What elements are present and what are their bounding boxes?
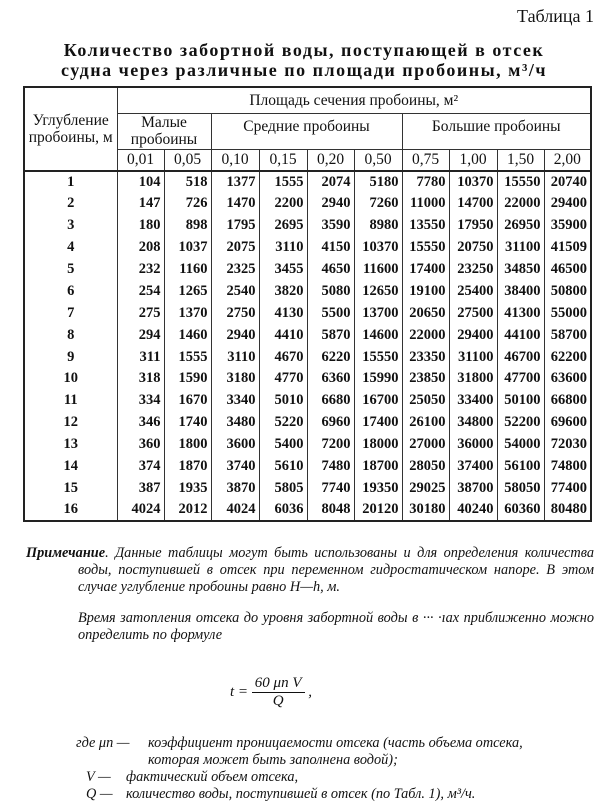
- table-row: [24, 346, 591, 368]
- inflow-cell: 898: [164, 215, 211, 237]
- inflow-cell: 1935: [164, 477, 211, 499]
- inflow-cell: 180: [117, 215, 164, 237]
- inflow-cell: 31100: [449, 346, 497, 368]
- area-value-header: 0,10: [211, 149, 259, 171]
- inflow-cell: 208: [117, 237, 164, 259]
- inflow-cell: 1800: [164, 434, 211, 456]
- inflow-cell: 1670: [164, 390, 211, 412]
- inflow-cell: 62200: [544, 346, 591, 368]
- area-value-header: 0,01: [117, 149, 164, 171]
- depth-cell: 14: [24, 456, 117, 478]
- inflow-cell: 374: [117, 456, 164, 478]
- inflow-cell: 15550: [497, 171, 544, 193]
- inflow-cell: 5400: [259, 434, 307, 456]
- inflow-cell: 77400: [544, 477, 591, 499]
- inflow-cell: 25400: [449, 280, 497, 302]
- inflow-cell: 10370: [354, 237, 402, 259]
- depth-cell: 8: [24, 324, 117, 346]
- inflow-cell: 387: [117, 477, 164, 499]
- inflow-cell: 2940: [211, 324, 259, 346]
- inflow-cell: 1555: [164, 346, 211, 368]
- inflow-cell: 20740: [544, 171, 591, 193]
- inflow-cell: 2750: [211, 302, 259, 324]
- depth-cell: 2: [24, 193, 117, 215]
- formula-fraction: [252, 675, 305, 710]
- inflow-cell: 20650: [402, 302, 449, 324]
- area-value-header: 0,50: [354, 149, 402, 171]
- inflow-cell: 14700: [449, 193, 497, 215]
- inflow-cell: 147: [117, 193, 164, 215]
- inflow-cell: 5220: [259, 412, 307, 434]
- inflow-cell: 1470: [211, 193, 259, 215]
- inflow-cell: 13700: [354, 302, 402, 324]
- inflow-cell: 4150: [307, 237, 354, 259]
- formula-numerator: 60 μn V: [252, 675, 305, 693]
- inflow-cell: 15990: [354, 368, 402, 390]
- inflow-cell: 1870: [164, 456, 211, 478]
- inflow-cell: 1740: [164, 412, 211, 434]
- table-row: [24, 477, 591, 499]
- inflow-cell: 2695: [259, 215, 307, 237]
- definition-text: которая может быть заполнена водой);: [148, 752, 398, 768]
- inflow-cell: 7480: [307, 456, 354, 478]
- depth-cell: 10: [24, 368, 117, 390]
- inflow-cell: 275: [117, 302, 164, 324]
- depth-cell: 11: [24, 390, 117, 412]
- depth-cell: 12: [24, 412, 117, 434]
- inflow-cell: 38700: [449, 477, 497, 499]
- inflow-cell: 5870: [307, 324, 354, 346]
- inflow-cell: 60360: [497, 499, 544, 521]
- inflow-cell: 2200: [259, 193, 307, 215]
- table-row: [24, 215, 591, 237]
- inflow-cell: 18700: [354, 456, 402, 478]
- inflow-cell: 20750: [449, 237, 497, 259]
- inflow-cell: 55000: [544, 302, 591, 324]
- formula: [230, 675, 312, 710]
- formula-tail: ,: [308, 683, 312, 700]
- inflow-cell: 29400: [544, 193, 591, 215]
- table-row: [24, 434, 591, 456]
- definition-symbol: где μn —: [76, 735, 130, 751]
- depth-cell: 13: [24, 434, 117, 456]
- inflow-cell: 4670: [259, 346, 307, 368]
- inflow-cell: 2325: [211, 259, 259, 281]
- inflow-cell: 104: [117, 171, 164, 193]
- formula-denominator: Q: [272, 693, 284, 709]
- inflow-cell: 1265: [164, 280, 211, 302]
- inflow-cell: 3820: [259, 280, 307, 302]
- inflow-cell: 47700: [497, 368, 544, 390]
- inflow-cell: 5180: [354, 171, 402, 193]
- inflow-cell: 1370: [164, 302, 211, 324]
- formula-lhs: t =: [230, 683, 249, 700]
- inflow-cell: 8048: [307, 499, 354, 521]
- inflow-cell: 15550: [354, 346, 402, 368]
- inflow-cell: 346: [117, 412, 164, 434]
- inflow-cell: 311: [117, 346, 164, 368]
- note-label: Примечание: [26, 545, 106, 561]
- inflow-cell: 2940: [307, 193, 354, 215]
- inflow-cell: 3455: [259, 259, 307, 281]
- definition-symbol: V —: [86, 769, 111, 785]
- inflow-cell: 2540: [211, 280, 259, 302]
- definition-text: коэффициент проницаемости отсека (часть объема отсека,: [148, 735, 523, 751]
- inflow-cell: 3480: [211, 412, 259, 434]
- inflow-cell: 26950: [497, 215, 544, 237]
- inflow-cell: 23350: [402, 346, 449, 368]
- table-row: [24, 259, 591, 281]
- inflow-cell: 4410: [259, 324, 307, 346]
- inflow-cell: 54000: [497, 434, 544, 456]
- inflow-cell: 34850: [497, 259, 544, 281]
- definition-text: фактический объем отсека,: [126, 769, 299, 785]
- inflow-cell: 41300: [497, 302, 544, 324]
- inflow-cell: 8980: [354, 215, 402, 237]
- inflow-cell: 6960: [307, 412, 354, 434]
- inflow-cell: 44100: [497, 324, 544, 346]
- area-value-header: 0,75: [402, 149, 449, 171]
- inflow-cell: 4024: [117, 499, 164, 521]
- inflow-cell: 3740: [211, 456, 259, 478]
- inflow-cell: 294: [117, 324, 164, 346]
- depth-cell: 7: [24, 302, 117, 324]
- inflow-cell: 1377: [211, 171, 259, 193]
- inflow-cell: 50800: [544, 280, 591, 302]
- table-row: [24, 193, 591, 215]
- inflow-cell: 74800: [544, 456, 591, 478]
- inflow-cell: 360: [117, 434, 164, 456]
- inflow-cell: 10370: [449, 171, 497, 193]
- table-row: [24, 280, 591, 302]
- inflow-cell: 5080: [307, 280, 354, 302]
- inflow-cell: 19100: [402, 280, 449, 302]
- inflow-cell: 31100: [497, 237, 544, 259]
- inflow-cell: 232: [117, 259, 164, 281]
- inflow-cell: 3110: [211, 346, 259, 368]
- inflow-cell: 27500: [449, 302, 497, 324]
- inflow-cell: 726: [164, 193, 211, 215]
- inflow-cell: 3590: [307, 215, 354, 237]
- definition-item: [76, 735, 596, 752]
- table-row: [24, 499, 591, 521]
- inflow-cell: 34800: [449, 412, 497, 434]
- inflow-cell: 11000: [402, 193, 449, 215]
- group-medium: Средние пробоины: [211, 113, 402, 149]
- water-inflow-table: [23, 86, 592, 522]
- definition-item: [76, 752, 596, 769]
- inflow-cell: 5610: [259, 456, 307, 478]
- table-row: [24, 302, 591, 324]
- inflow-cell: 22000: [402, 324, 449, 346]
- inflow-cell: 2074: [307, 171, 354, 193]
- definition-text: количество воды, поступившей в отсек (по Табл. 1), м³/ч.: [126, 786, 476, 802]
- note-text: . Данные таблицы могут быть использованы и для определения количества воды, поступившей в отсек при переменном гидростатическом напоре. В этом случае углубление пробоины равно H—h, м.: [78, 545, 594, 595]
- table-row: [24, 390, 591, 412]
- inflow-cell: 80480: [544, 499, 591, 521]
- inflow-cell: 334: [117, 390, 164, 412]
- inflow-cell: 15550: [402, 237, 449, 259]
- flooding-time-paragraph: Время затопления отсека до уровня забортной воды в ··· ·ıах приближенно можно определить по формуле: [78, 610, 594, 643]
- definition-item: [76, 769, 596, 786]
- inflow-cell: 518: [164, 171, 211, 193]
- inflow-cell: 29025: [402, 477, 449, 499]
- table-row: [24, 237, 591, 259]
- area-header: Площадь сечения пробоины, м²: [117, 87, 591, 113]
- inflow-cell: 7200: [307, 434, 354, 456]
- definition-item: [76, 786, 596, 803]
- inflow-cell: 25050: [402, 390, 449, 412]
- inflow-cell: 66800: [544, 390, 591, 412]
- inflow-cell: 72030: [544, 434, 591, 456]
- inflow-cell: 2075: [211, 237, 259, 259]
- inflow-cell: 7260: [354, 193, 402, 215]
- inflow-cell: 12650: [354, 280, 402, 302]
- inflow-cell: 33400: [449, 390, 497, 412]
- depth-cell: 6: [24, 280, 117, 302]
- area-value-header: 1,50: [497, 149, 544, 171]
- table-row: [24, 324, 591, 346]
- depth-cell: 16: [24, 499, 117, 521]
- inflow-cell: 58050: [497, 477, 544, 499]
- inflow-cell: 4650: [307, 259, 354, 281]
- inflow-cell: 6036: [259, 499, 307, 521]
- depth-cell: 15: [24, 477, 117, 499]
- inflow-cell: 63600: [544, 368, 591, 390]
- inflow-cell: 46700: [497, 346, 544, 368]
- inflow-cell: 3870: [211, 477, 259, 499]
- inflow-cell: 2012: [164, 499, 211, 521]
- inflow-cell: 3180: [211, 368, 259, 390]
- inflow-cell: 35900: [544, 215, 591, 237]
- inflow-cell: 3340: [211, 390, 259, 412]
- inflow-cell: 6680: [307, 390, 354, 412]
- depth-cell: 3: [24, 215, 117, 237]
- table-title: [0, 40, 608, 80]
- depth-cell: 4: [24, 237, 117, 259]
- inflow-cell: 254: [117, 280, 164, 302]
- depth-cell: 5: [24, 259, 117, 281]
- table-row: [24, 456, 591, 478]
- inflow-cell: 23250: [449, 259, 497, 281]
- area-value-header: 0,20: [307, 149, 354, 171]
- inflow-cell: 5500: [307, 302, 354, 324]
- inflow-cell: 7740: [307, 477, 354, 499]
- table-label: Таблица 1: [517, 6, 594, 26]
- table-row: [24, 412, 591, 434]
- inflow-cell: 22000: [497, 193, 544, 215]
- inflow-cell: 5010: [259, 390, 307, 412]
- inflow-cell: 3110: [259, 237, 307, 259]
- inflow-cell: 50100: [497, 390, 544, 412]
- definition-symbol: Q —: [86, 786, 113, 802]
- area-value-header: 0,05: [164, 149, 211, 171]
- inflow-cell: 1795: [211, 215, 259, 237]
- title-line-2: судна через различные по площади пробоины, м³/ч: [60, 60, 547, 80]
- inflow-cell: 7780: [402, 171, 449, 193]
- inflow-cell: 17400: [402, 259, 449, 281]
- area-value-header: 2,00: [544, 149, 591, 171]
- area-value-header: 0,15: [259, 149, 307, 171]
- inflow-cell: 37400: [449, 456, 497, 478]
- inflow-cell: 56100: [497, 456, 544, 478]
- inflow-cell: 11600: [354, 259, 402, 281]
- inflow-cell: 52200: [497, 412, 544, 434]
- inflow-cell: 14600: [354, 324, 402, 346]
- inflow-cell: 46500: [544, 259, 591, 281]
- inflow-cell: 23850: [402, 368, 449, 390]
- title-line-1: Количество забортной воды, поступающей в отсек: [63, 40, 545, 60]
- depth-cell: 1: [24, 171, 117, 193]
- inflow-cell: 40240: [449, 499, 497, 521]
- inflow-cell: 31800: [449, 368, 497, 390]
- table-body: [24, 171, 591, 521]
- inflow-cell: 29400: [449, 324, 497, 346]
- inflow-cell: 36000: [449, 434, 497, 456]
- inflow-cell: 19350: [354, 477, 402, 499]
- inflow-cell: 6220: [307, 346, 354, 368]
- inflow-cell: 4130: [259, 302, 307, 324]
- note-paragraph: [26, 545, 594, 596]
- inflow-cell: 318: [117, 368, 164, 390]
- inflow-cell: 5805: [259, 477, 307, 499]
- inflow-cell: 26100: [402, 412, 449, 434]
- inflow-cell: 1590: [164, 368, 211, 390]
- inflow-cell: 18000: [354, 434, 402, 456]
- inflow-cell: 4024: [211, 499, 259, 521]
- inflow-cell: 28050: [402, 456, 449, 478]
- area-value-header: 1,00: [449, 149, 497, 171]
- group-small: Малые пробоины: [117, 113, 211, 149]
- inflow-cell: 1460: [164, 324, 211, 346]
- definitions: [76, 735, 596, 803]
- inflow-cell: 1555: [259, 171, 307, 193]
- inflow-cell: 16700: [354, 390, 402, 412]
- inflow-cell: 13550: [402, 215, 449, 237]
- depth-cell: 9: [24, 346, 117, 368]
- inflow-cell: 6360: [307, 368, 354, 390]
- inflow-cell: 30180: [402, 499, 449, 521]
- inflow-cell: 38400: [497, 280, 544, 302]
- inflow-cell: 58700: [544, 324, 591, 346]
- inflow-cell: 41509: [544, 237, 591, 259]
- table-row: [24, 368, 591, 390]
- inflow-cell: 1037: [164, 237, 211, 259]
- inflow-cell: 3600: [211, 434, 259, 456]
- inflow-cell: 20120: [354, 499, 402, 521]
- inflow-cell: 17400: [354, 412, 402, 434]
- group-large: Большие пробоины: [402, 113, 591, 149]
- depth-header: Углубление пробоины, м: [24, 87, 117, 171]
- inflow-cell: 1160: [164, 259, 211, 281]
- table-row: [24, 171, 591, 193]
- inflow-cell: 17950: [449, 215, 497, 237]
- inflow-cell: 27000: [402, 434, 449, 456]
- inflow-cell: 69600: [544, 412, 591, 434]
- inflow-cell: 4770: [259, 368, 307, 390]
